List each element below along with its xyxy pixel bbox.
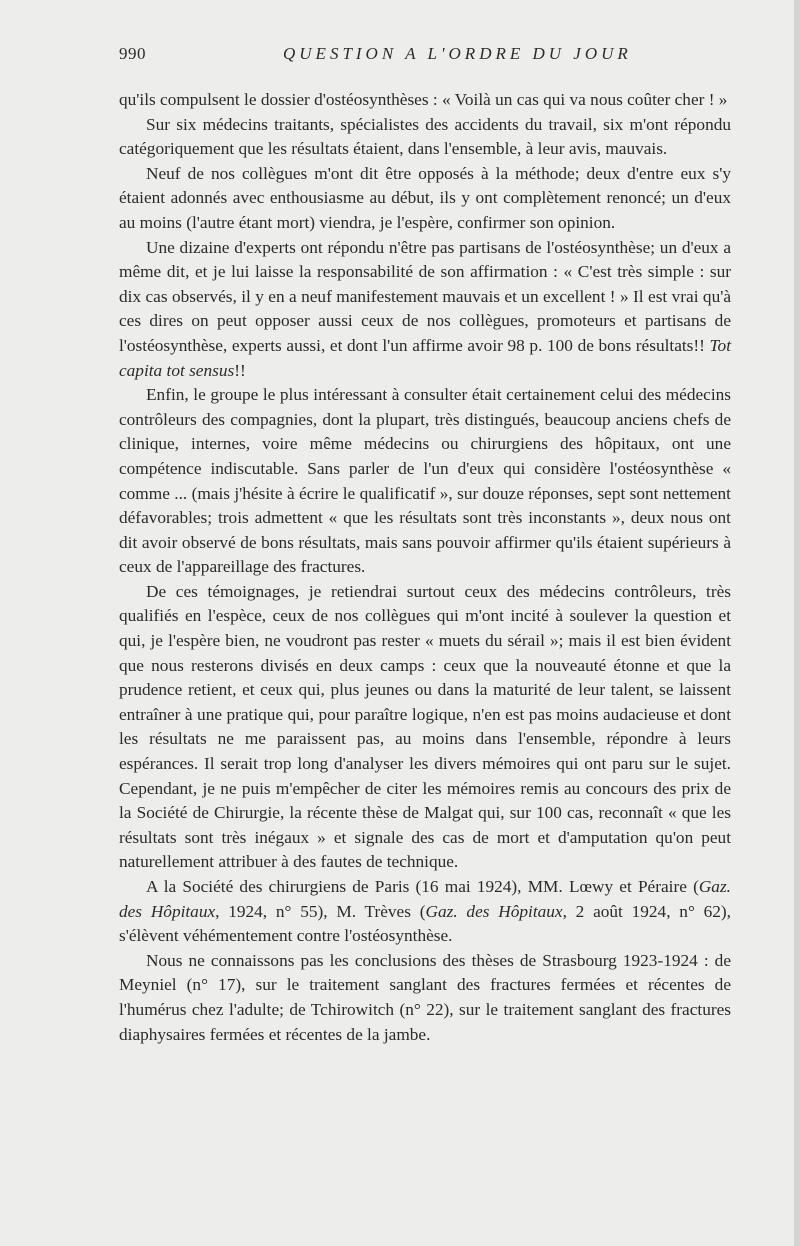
journal-citation-2: Gaz. des Hôpitaux: [425, 901, 563, 921]
paragraph-4-text: Une dizaine d'experts ont répondu n'être pas partisans de l'ostéosynthèse; un d'eux a même dit, et je lui laisse la responsabilité de son affirmation : « C'est très simple : sur dix cas observés, il y en a neuf manifestement mauvais et un excellent ! » Il est vrai qu'à ces dires on peut opposer aussi ceux de nos collègues, promoteurs et partisans de l'ostéosynthèse, experts aussi, et dont l'un affirme avoir 98 p. 100 de bons résultats!!: [119, 237, 731, 355]
paragraph-7-text-end: , 2 août 1924, n° 62), s'élèvent véhémentement contre l'ostéosynthèse.: [119, 901, 731, 946]
running-title: QUESTION A L'ORDRE DU JOUR: [283, 44, 632, 63]
page-header: [119, 44, 719, 70]
page-edge-shadow: [794, 0, 800, 1246]
paragraph-6: De ces témoignages, je retiendrai surtout ceux des médecins contrôleurs, très qualifiés en l'espèce, ceux de nos collègues qui m'ont incité à soulever la question et qui, je l'espère bien, ne voudront pas rester « muets du sérail »; mais il est bien évident que nous resterons divisés en deux camps : ceux que la nouveauté étonne et que la prudence retient, et ceux qui, plus jeunes ou dans la maturité de leur talent, se laissent entraîner à une pratique qui, pour paraître logique, n'en est pas moins audacieuse et dont les résultats ne me paraissent pas, au moins dans l'ensemble, répondre à leurs espérances. Il serait trop long d'analyser les divers mémoires qui ont paru sur le sujet. Cependant, je ne puis m'empêcher de citer les mémoires remis au concours des prix de la Société de Chirurgie, la récente thèse de Malgat qui, sur 100 cas, reconnaît « que les résultats sont très inégaux » et signale des cas de mort et d'amputation qu'on peut naturellement attribuer à des fautes de technique.: [119, 581, 731, 872]
page-number: 990: [119, 44, 146, 63]
paragraph-7: [119, 875, 731, 949]
journal-citation-1: Gaz. des Hôpitaux: [119, 877, 731, 921]
paragraph-5: Enfin, le groupe le plus intéressant à consulter était certainement celui des médecins contrôleurs des compagnies, dont la plupart, très distingués, beaucoup anciens chefs de clinique, internes, voire même médecins ou chirurgiens des hôpitaux, ont une compétence indiscutable. Sans parler de l'un d'eux qui considère l'ostéosynthèse « comme ... (mais j'hésite à écrire le qualificatif », sur douze réponses, sept sont nettement défavorables; trois admettent « que les résultats sont très inconstants », deux nous ont dit avoir observé de bons résultats, mais sans pouvoir affirmer qu'ils étaient supérieurs à ceux de l'appareillage des fractures.: [119, 385, 731, 577]
paragraph-4-end: !!: [234, 360, 246, 380]
latin-quote: Tot capita tot sensus: [119, 335, 731, 380]
body-text: [119, 88, 731, 1047]
paragraph-4: [119, 236, 731, 384]
paragraph-7-text-middle: , 1924, n° 55), M. Trèves (: [215, 901, 426, 921]
paragraph-1: qu'ils compulsent le dossier d'ostéosynthèses : « Voilà un cas qui va nous coûter cher ! »: [119, 90, 728, 109]
paragraph-3: Neuf de nos collègues m'ont dit être opposés à la méthode; deux d'entre eux s'y étaient adonnés avec enthousiasme au début, ils y ont complètement renoncé; un d'eux au moins (l'autre étant mort) viendra, je l'espère, confirmer son opinion.: [119, 163, 731, 232]
paragraph-8: Nous ne connaissons pas les conclusions des thèses de Strasbourg 1923-1924 : de Meyniel (n° 17), sur le traitement sanglant des fractures fermées et récentes de l'humérus chez l'adulte; de Tchirowitch (n° 22), sur le traitement sanglant des fractures diaphysaires fermées et récentes de la jambe.: [119, 950, 731, 1044]
paragraph-7-text-start: A la Société des chirurgiens de Paris (16 mai 1924), MM. Lœwy et Péraire (: [146, 877, 699, 896]
paragraph-2: Sur six médecins traitants, spécialistes des accidents du travail, six m'ont répondu catégoriquement que les résultats étaient, dans l'ensemble, à leur avis, mauvais.: [119, 114, 731, 159]
